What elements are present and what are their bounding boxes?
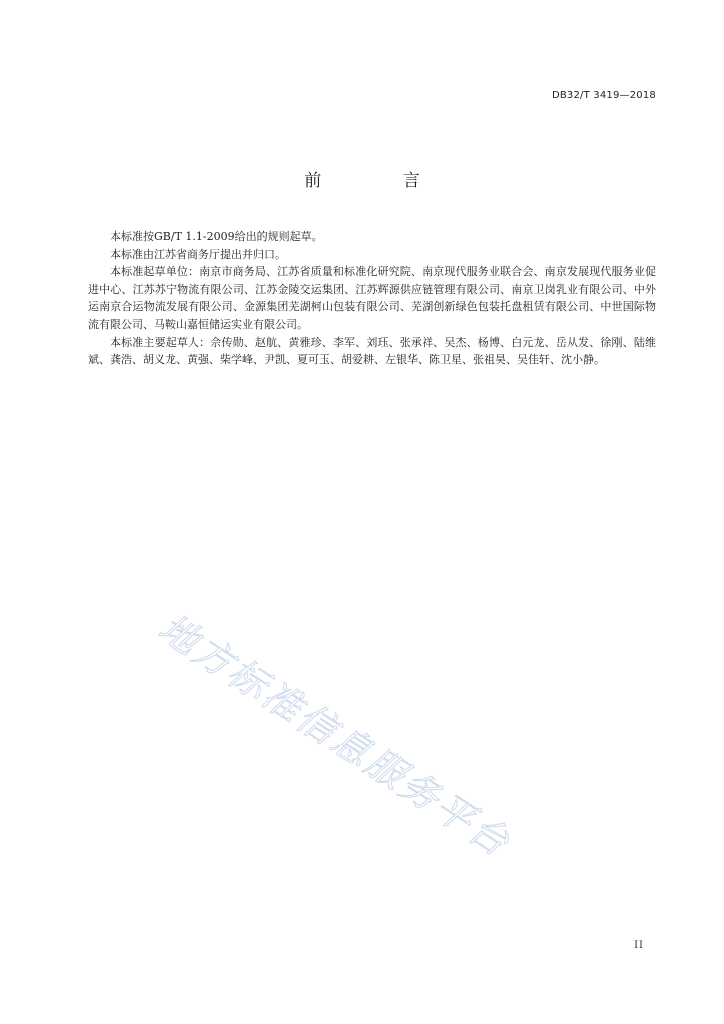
watermark: 地方标准信息服务平台 <box>151 605 519 866</box>
standard-code: DB32/T 3419—2018 <box>551 90 656 101</box>
page-title: 前 言 <box>304 171 458 191</box>
paragraph-drafting-rules: 本标准按GB/T 1.1-2009给出的规则起草。 <box>110 230 323 243</box>
paragraph-proposer: 本标准由江苏省商务厅提出并归口。 <box>110 247 286 261</box>
foreword-body <box>88 228 656 369</box>
paragraph-drafting-units: 本标准起草单位：南京市商务局、江苏省质量和标准化研究院、南京现代服务业联合会、南京发展现代服务业促进中心、江苏苏宁物流有限公司、江苏金陵交运集团、江苏辉源供应链管理有限公司、南京卫岗乳业有限公司、中外运南京合运物流发展有限公司、金源集团芜湖柯山包装有限公司、芜湖创新绿色包装托盘租赁有限公司、中世国际物流有限公司、马鞍山嘉恒储运实业有限公司。 <box>88 265 656 331</box>
page-number: II <box>634 940 644 951</box>
paragraph-drafters: 本标准主要起草人：佘传勋、赵航、黄雅珍、李军、刘珏、张承祥、吴杰、杨博、白元龙、岳从发、徐刚、陆维斌、龚浩、胡义龙、黄强、柴学峰、尹凯、夏可玉、胡爱耕、左银华、陈卫星、张祖昊、吴佳轩、沈小静。 <box>88 335 656 367</box>
